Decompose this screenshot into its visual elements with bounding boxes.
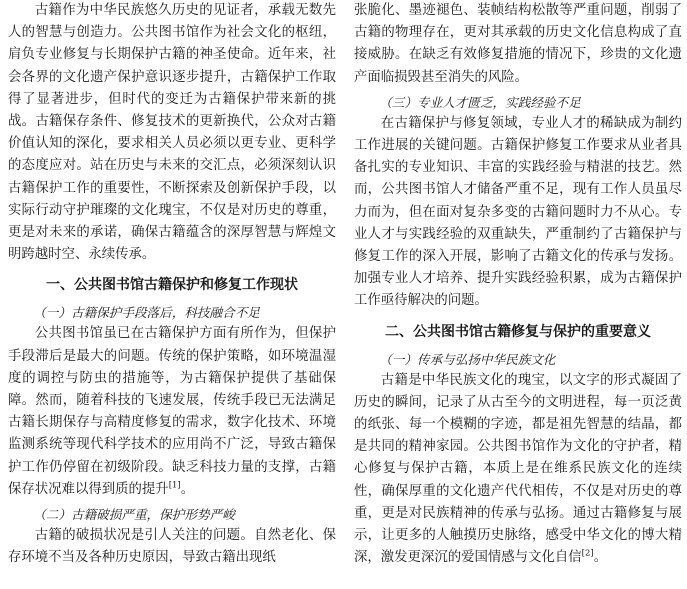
paragraph-1-1-text: 公共图书馆虽已在古籍保护方面有所作为，但保护手段滞后是最大的问题。传统的保护策略，如环境温湿度的调控与防虫的措施等，为古籍保护提供了基础保障。然而，随着科技的飞速发展，传统手段已无法满足古籍长期保存与高精度修复的需求，数字化技术、环境监测系统等现代科学技术的应用尚不广泛，导致古籍保护工作仍停留在初级阶段。缺乏科技力量的支撑，古籍保存状况难以得到质的提升 <box>8 326 336 497</box>
paragraph-2-1 <box>354 370 682 570</box>
paragraph-1-2-start: 古籍的破损状况是引人关注的问题。自然老化、保存环境不当及各种历史原因，导致古籍出现纸 <box>8 528 336 566</box>
paragraph-1-3: 在古籍保护与修复领域，专业人才的稀缺成为制约工作进展的关键问题。古籍保护修复工作要求从业者具备扎实的专业知识、丰富的实践经验与精湛的技艺。然而，公共图书馆人才储备严重不足，现有工作人员虽尽力而为，但在面对复杂多变的古籍问题时力不从心。专业人才与实践经验的双重缺失，严重制约了古籍保护与修复工作的深入开展，影响了古籍文化的传承与发扬。加强专业人才培养、提升实践经验积累，成为古籍保护工作亟待解决的问题。 <box>354 115 682 309</box>
right-column <box>354 0 682 569</box>
paragraph-1-2-cont: 张脆化、墨迹褪色、装帧结构松散等严重问题，削弱了古籍的物理存在，更对其承载的历史文化信息构成了直接威胁。在缺乏有效修复措施的情况下，珍贵的文化遗产面临损毁甚至消失的风险。 <box>354 3 682 85</box>
paragraph-1-1 <box>8 323 336 501</box>
left-column <box>8 0 336 569</box>
section-heading-1: 一、公共图书馆古籍保护和修复工作现状 <box>46 277 298 294</box>
subsection-heading-1-2: （二）古籍破损严重，保护形势严峻 <box>33 507 235 523</box>
paragraph-2-1-end: 。 <box>593 550 608 566</box>
paragraph-2-1-text: 古籍是中华民族文化的瑰宝，以文字的形式凝固了历史的瞬间，记录了从古至今的文明进程，每一页泛黄的纸张、每一个模糊的字迹，都是祖先智慧的结晶，都是共同的精神家园。公共图书馆作为文化的守护者，精心修复与保护古籍，本质上是在维系民族文化的连续性，确保厚重的文化遗产代代相传，不仅是对历史的尊重，更是对民族精神的传承与弘扬。通过古籍修复与展示，让更多的人触摸历史脉络，感受中华文化的博大精深，激发更深沉的爱国情感与文化自信 <box>354 372 682 566</box>
citation-2: [2] <box>581 548 594 559</box>
intro-paragraph: 古籍作为中华民族悠久历史的见证者，承载无数先人的智慧与创造力。公共图书馆作为社会文化的枢纽，肩负专业修复与长期保护古籍的神圣使命。近年来，社会各界的文化遗产保护意识逐步提升，古籍保护工作取得了显著进步，但时代的变迁为古籍保护带来新的挑战。古籍保存条件、修复技术的更新换代，公众对古籍价值认知的深化，要求相关人员必须以更专业、更科学的态度应对。站在历史与未来的交汇点，必须深刻认识古籍保护工作的重要性，不断探索及创新保护手段，以实际行动守护璀璨的文化瑰宝，不仅是对历史的尊重，更是对未来的承诺，确保古籍蕴含的深厚智慧与辉煌文明跨越时空、永续传承。 <box>8 3 336 263</box>
paragraph-1-1-end: 。 <box>180 481 195 497</box>
citation-1: [1] <box>168 480 181 491</box>
section-heading-2: 二、公共图书馆古籍修复与保护的重要意义 <box>385 323 651 340</box>
subsection-heading-1-1: （一）古籍保护手段落后，科技融合不足 <box>33 305 260 321</box>
subsection-heading-2-1: （一）传承与弘扬中华民族文化 <box>379 351 556 367</box>
subsection-heading-1-3: （三）专业人才匮乏，实践经验不足 <box>379 94 581 110</box>
